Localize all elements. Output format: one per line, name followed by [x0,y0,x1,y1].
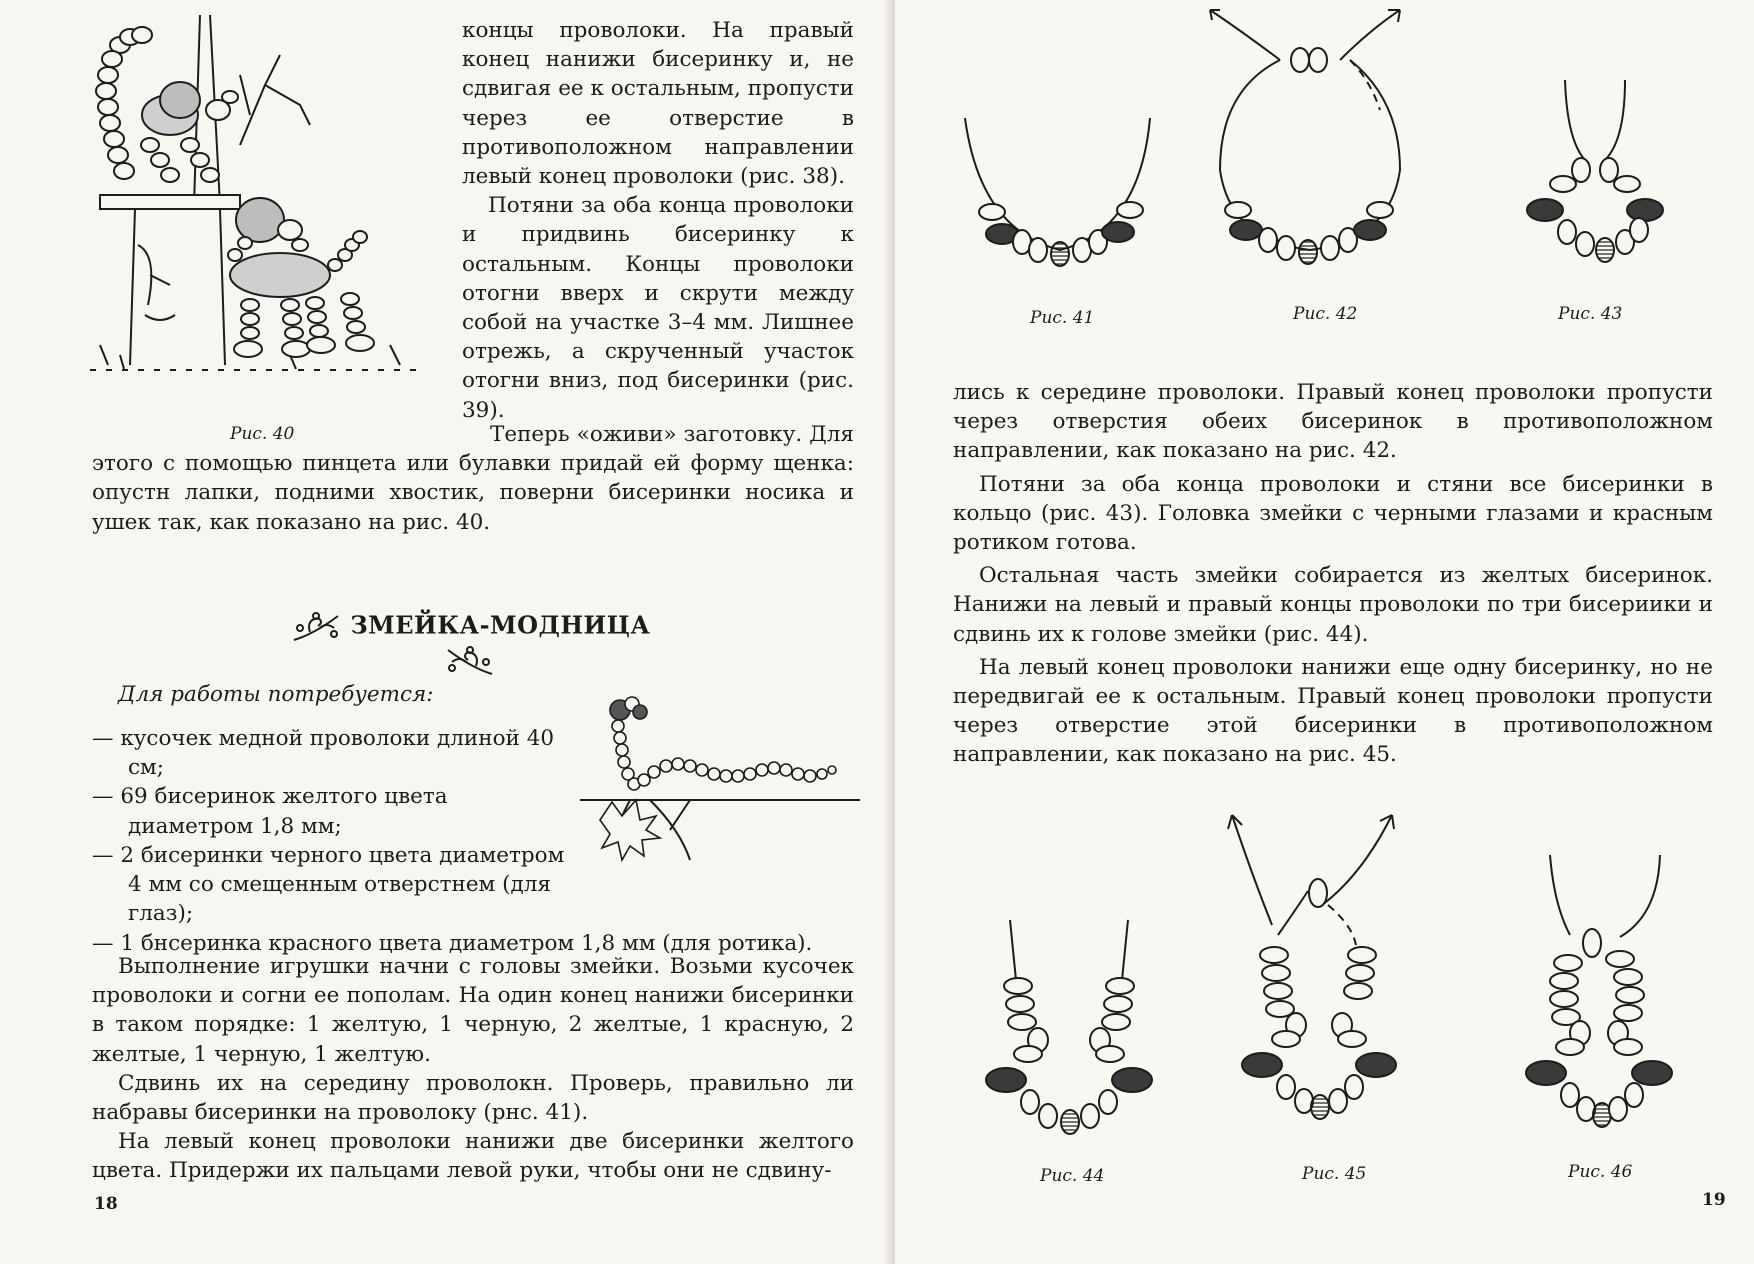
material-item: — 1 бнсеринка красного цвета диаметром 1,8 мм (для ротика). [92,930,813,956]
material-item: — кусочек медной проволоки длиной 40 см; [92,726,555,781]
fig44-diagram [980,920,1180,1180]
fig41-caption: Рис. 41 [1030,308,1095,328]
fig42-diagram [1200,0,1420,290]
materials-list [92,724,562,841]
material-item: — 2 бисеринки черного цвета диаметром 4 мм со смещенным отверстнем (для глаз); [92,843,565,927]
heading-text: ЗМЕЙКА-МОДНИЦА [350,610,651,640]
right-page [895,0,1754,1264]
fig45-diagram [1212,805,1432,1175]
fig42-caption: Рис. 42 [1293,304,1358,324]
fig43-caption: Рис. 43 [1558,304,1623,324]
paragraph-rest: Остальная часть змейки собирается из желтых бисеринок. Нанижи на левый и правый концы проволоки по три бисериики и сдвинь их к голове змейки (рис. 44). [953,563,1713,647]
puppy-illustration [90,15,420,405]
ornament-right-icon [444,644,496,678]
paragraph-begin: Выполнение игрушки начни с головы змейки. Возьми кусочек проволоки и согни ее пополам. На один конец нанижи бисеринки в таком порядке: 1 желтую, 1 черную, 2 желтые, 1 красную, 2 желтые, 1 черную, 1 желтую. [92,954,854,1067]
snake-illustration [580,690,860,860]
body-paragraphs [92,952,854,1186]
ornament-left-icon [290,610,342,644]
materials-intro: Для работы потребуется: [118,682,434,707]
paragraph-one-more: На левый конец проволоки нанижи еще одну бисеринку, но не передвигай ее к остальным. Правый конец проволоки пропусти через отверстие этой бисеринки в противоположном направлении, как показано на рис. 45. [953,654,1713,768]
fig46-caption: Рис. 46 [1568,1162,1633,1182]
fig44-caption: Рис. 44 [1040,1166,1105,1186]
paragraph-pull-wires: Потяни за оба конца проволоки и придвинь бисеринку к остальным. Концы проволоки отогни вверх и скрути между собой на участке 3–4 мм. Лишнее отрежь, а скрученный участок отогни вниз, под бисеринки (рис. 39). [462,193,854,423]
top-right-paragraph [462,16,854,425]
fig46-diagram [1510,855,1710,1175]
paragraph-revive-text: Теперь «оживи» заготовку. Для этого с помощью пинцета или булавки придай ей форму щенка: опустн лапки, подними хвостик, поверни бисеринки носика и ушек так, как показано на рис. 40. [92,422,854,535]
paragraph-ring: Потяни за оба конца проволоки и стяни все бисеринки в кольцо (рис. 43). Головка змейки с черными глазами и красным ротиком готова. [953,471,1713,556]
fig43-diagram [1505,80,1685,280]
paragraph-left-end: На левый конец проволоки нанижи две бисеринки желтого цвета. Придержи их пальцами левой руки, чтобы они не сдвину- [92,1129,854,1184]
paragraph-wire-ends: концы проволоки. На правый конец нанижи бисеринку и, не сдвигая ее к остальным, пропусти через ее отверстие в противоположном направлении левый конец проволоки (рис. 38). [462,18,854,190]
fig45-caption: Рис. 45 [1302,1164,1367,1184]
page-number-right: 19 [1702,1190,1726,1210]
fig40-caption: Рис. 40 [230,424,295,444]
right-body-top [953,378,1713,770]
page-number-left: 18 [94,1194,118,1214]
paragraph-continued: лись к середине проволоки. Правый конец проволоки пропусти через отверстия обеих бисеринок в противоположном направлении, как показано на рис. 42. [953,380,1713,464]
material-item: — 69 бисеринок желтого цвета диаметром 1,8 мм; [92,784,448,839]
paragraph-shift: Сдвинь их на середину проволокн. Проверь, правильно ли набравы бисеринки на проволоку (рнс. 41). [92,1070,854,1126]
section-heading [260,610,680,678]
paragraph-revive [92,420,854,537]
fig41-diagram [960,110,1160,290]
